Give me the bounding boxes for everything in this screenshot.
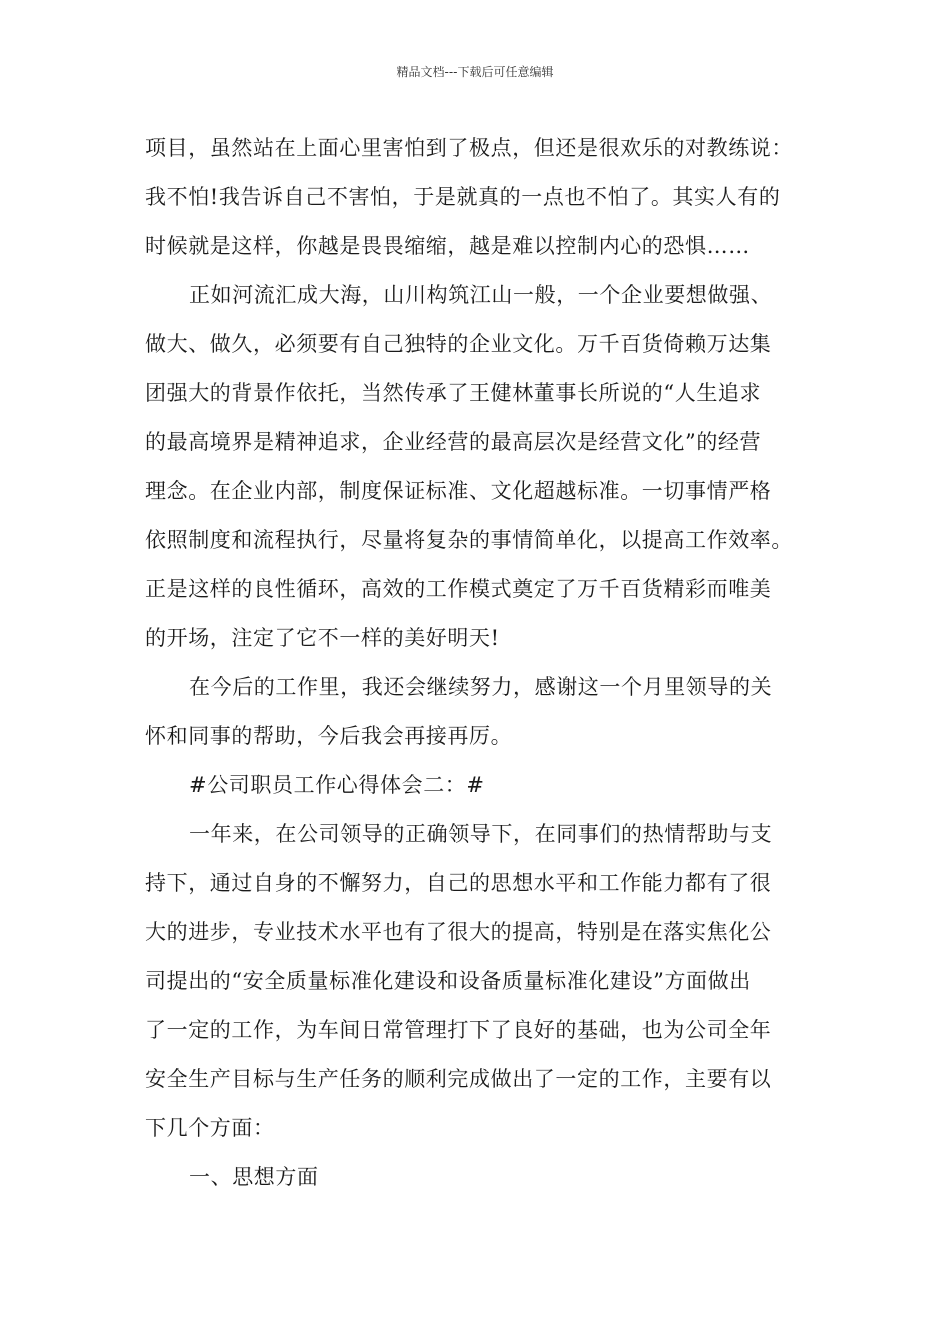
paragraph bbox=[145, 124, 810, 271]
text-line: 正如河流汇成大海，山川构筑江山一般，一个企业要想做强、 bbox=[189, 283, 773, 307]
paragraph bbox=[145, 663, 810, 761]
page-header: 精品文档---下载后可任意编辑 bbox=[396, 65, 554, 79]
text-line: 一年来，在公司领导的正确领导下，在同事们的热情帮助与支 bbox=[189, 822, 773, 846]
text-line: 安全生产目标与生产任务的顺利完成做出了一定的工作，主要有以 bbox=[145, 1067, 772, 1091]
document-body bbox=[145, 124, 810, 1202]
paragraph bbox=[145, 271, 810, 663]
text-line: #公司职员工作心得体会二：# bbox=[189, 773, 485, 797]
text-line: 了一定的工作，为车间日常管理打下了良好的基础，也为公司全年 bbox=[145, 1018, 772, 1042]
text-line: 团强大的背景作依托，当然传承了王健林董事长所说的“人生追求 bbox=[145, 381, 762, 405]
text-line: 持下，通过自身的不懈努力，自己的思想水平和工作能力都有了很 bbox=[145, 871, 772, 895]
text-line: 司提出的“安全质量标准化建设和设备质量标准化建设”方面做出 bbox=[145, 969, 751, 993]
text-line: 在今后的工作里，我还会继续努力，感谢这一个月里领导的关 bbox=[189, 675, 773, 699]
text-line: 理念。在企业内部，制度保证标准、文化超越标准。一切事情严格 bbox=[145, 479, 772, 503]
text-line: 大的进步，专业技术水平也有了很大的提高，特别是在落实焦化公 bbox=[145, 920, 772, 944]
text-line: 时候就是这样，你越是畏畏缩缩，越是难以控制内心的恐惧…… bbox=[145, 234, 750, 258]
text-line: 的最高境界是精神追求，企业经营的最高层次是经营文化”的经营 bbox=[145, 430, 762, 454]
text-line: 正是这样的良性循环，高效的工作模式奠定了万千百货精彩而唯美 bbox=[145, 577, 772, 601]
text-line: 做大、做久，必须要有自己独特的企业文化。万千百货倚赖万达集 bbox=[145, 332, 772, 356]
text-line: 的开场，注定了它不一样的美好明天! bbox=[145, 626, 500, 650]
text-line: 我不怕!我告诉自己不害怕，于是就真的一点也不怕了。其实人有的 bbox=[145, 185, 781, 209]
text-line: 一、思想方面 bbox=[189, 1165, 319, 1189]
subsection-heading bbox=[145, 1153, 810, 1202]
section-heading bbox=[145, 761, 810, 810]
text-line: 怀和同事的帮助，今后我会再接再厉。 bbox=[145, 724, 513, 748]
text-line: 依照制度和流程执行，尽量将复杂的事情简单化，以提高工作效率。 bbox=[145, 528, 793, 552]
text-line: 项目，虽然站在上面心里害怕到了极点，但还是很欢乐的对教练说： bbox=[145, 136, 793, 160]
text-line: 下几个方面： bbox=[145, 1116, 275, 1140]
paragraph bbox=[145, 810, 810, 1153]
